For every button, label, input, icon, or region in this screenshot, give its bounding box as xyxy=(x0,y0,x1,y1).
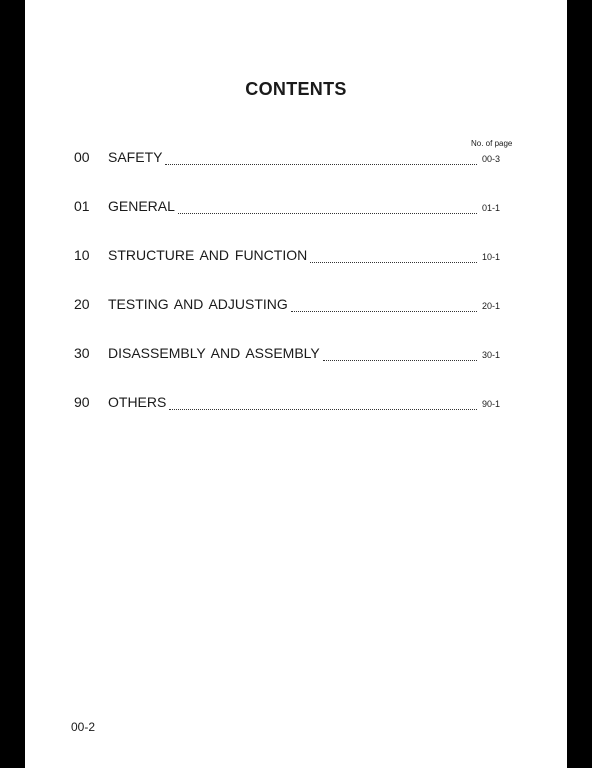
toc-entry-number: 30 xyxy=(74,345,90,361)
toc-entry-page: 30-1 xyxy=(482,350,501,360)
toc-entry-general xyxy=(74,198,504,218)
toc-entry-page: 01-1 xyxy=(482,203,501,213)
toc-entry-page: 90-1 xyxy=(482,399,501,409)
toc-entry-number: 01 xyxy=(74,198,90,214)
toc-entry-number: 90 xyxy=(74,394,90,410)
toc-entry-testing-and-adjusting xyxy=(74,296,504,316)
page-column-header: No. of page xyxy=(471,139,513,148)
toc-entry-title: SAFETY xyxy=(108,149,163,165)
toc-entry-title: GENERAL xyxy=(108,198,175,214)
toc-entry-title: DISASSEMBLY AND ASSEMBLY xyxy=(108,345,320,361)
toc-entry-page: 00-3 xyxy=(482,154,501,164)
dot-leader xyxy=(323,359,477,361)
dot-leader xyxy=(310,261,477,263)
toc-entry-page: 10-1 xyxy=(482,252,501,262)
toc-entry-title: TESTING AND ADJUSTING xyxy=(108,296,288,312)
toc-entry-number: 00 xyxy=(74,149,90,165)
dot-leader xyxy=(169,408,477,410)
toc-entry-number: 20 xyxy=(74,296,90,312)
toc-entry-page: 20-1 xyxy=(482,301,501,311)
dot-leader xyxy=(165,163,477,165)
document-page xyxy=(25,0,567,768)
dot-leader xyxy=(178,212,477,214)
toc-entry-title: STRUCTURE AND FUNCTION xyxy=(108,247,308,263)
toc-entry-structure-and-function xyxy=(74,247,504,267)
footer-page-number: 00-2 xyxy=(71,720,96,734)
dot-leader xyxy=(291,310,477,312)
toc-entry-safety xyxy=(74,149,504,169)
toc-entry-disassembly-and-assembly xyxy=(74,345,504,365)
toc-entry-number: 10 xyxy=(74,247,90,263)
page-title: CONTENTS xyxy=(245,79,347,99)
toc-entry-title: OTHERS xyxy=(108,394,167,410)
toc-entry-others xyxy=(74,394,504,414)
